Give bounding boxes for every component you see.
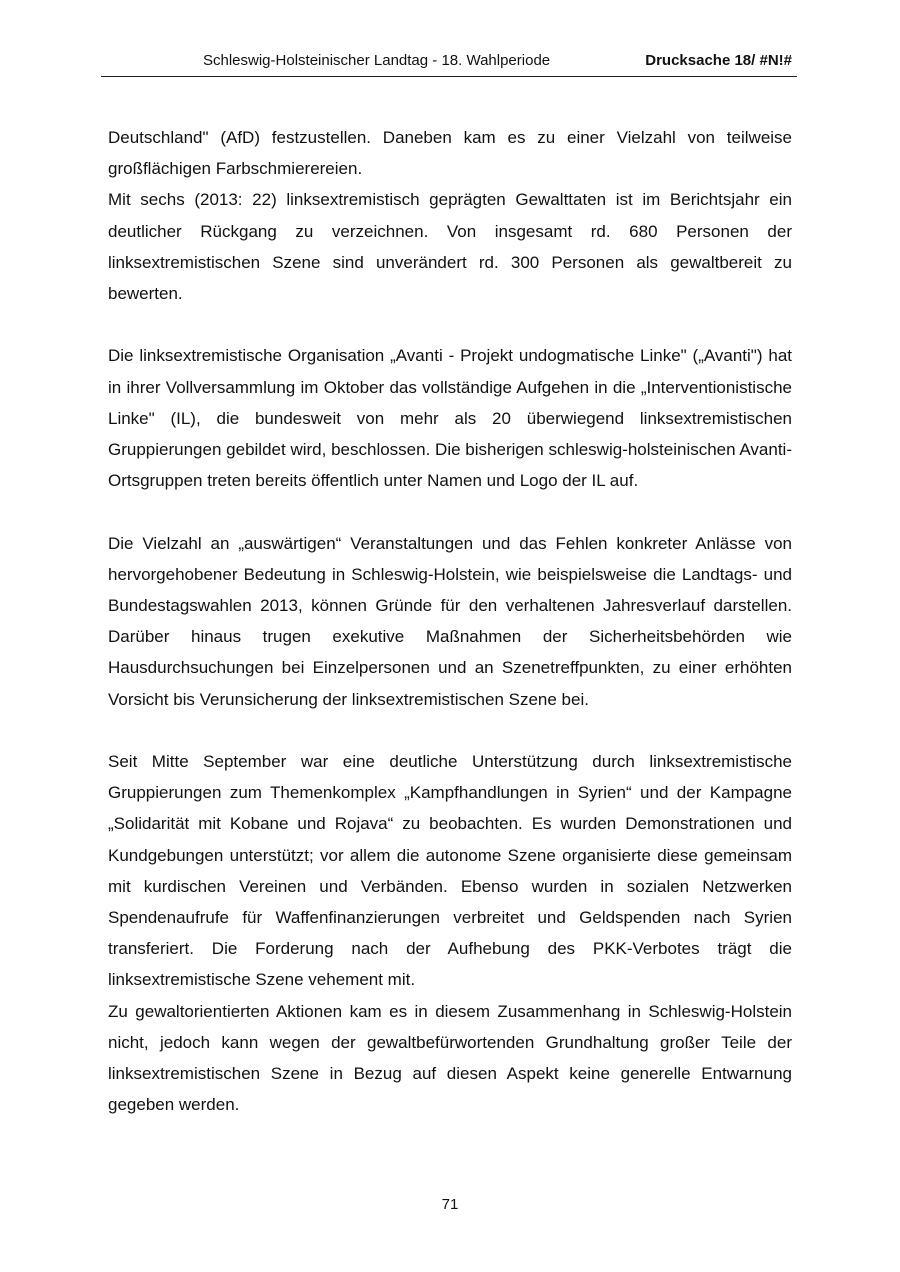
paragraph: Die Vielzahl an „auswärtigen“ Veranstaltungen und das Fehlen konkreter Anlässe von hervorgehobener Bedeutung in Schleswig-Holstein, wie beispielsweise die Landtags- und Bundestagswahlen 2013, können Gründe für den verhaltenen Jahresverlauf darstellen. Darüber hinaus trugen exekutive Maßnahmen der Sicherheitsbehörden wie Hausdurchsuchungen bei Einzelpersonen und an Szenetreffpunkten, zu einer erhöhten Vorsicht bis Verunsicherung der linksextremistischen Szene bei. bbox=[108, 533, 792, 709]
paragraph: Zu gewaltorientierten Aktionen kam es in diesem Zusammenhang in Schleswig-Holstein nicht, jedoch kann wegen der gewaltbefürwortenden Grundhaltung großer Teile der linksextremistischen Szene in Bezug auf diesen Aspekt keine generelle Entwarnung gegeben werden. bbox=[108, 1001, 792, 1115]
body-text bbox=[108, 122, 792, 1120]
header-document-number: Drucksache 18/ #N!# bbox=[645, 52, 792, 69]
paragraph-gap bbox=[108, 715, 792, 746]
paragraph-gap bbox=[108, 496, 792, 527]
header-title: Schleswig-Holsteinischer Landtag - 18. Wahlperiode bbox=[203, 52, 551, 69]
paragraph-gap bbox=[108, 309, 792, 340]
paragraph: Die linksextremistische Organisation „Avanti - Projekt undogmatische Linke" („Avanti") hat in ihrer Vollversammlung im Oktober das vollständige Aufgehen in die „Interventionistische Linke" (IL), die bundesweit von mehr als 20 überwiegend linksextremistischen Gruppierungen gebildet wird, beschlossen. Die bisherigen schleswig-holsteinischen Avanti-Ortsgruppen treten bereits öffentlich unter Namen und Logo der IL auf. bbox=[108, 346, 792, 491]
paragraph: Deutschland" (AfD) festzustellen. Daneben kam es zu einer Vielzahl von teilweise großflächigen Farbschmierereien. bbox=[108, 128, 792, 179]
page-number: 71 bbox=[441, 1196, 459, 1213]
page-header bbox=[101, 50, 797, 77]
paragraph: Seit Mitte September war eine deutliche Unterstützung durch linksextremistische Gruppierungen zum Themenkomplex „Kampfhandlungen in Syrien“ und der Kampagne „Solidarität mit Kobane und Rojava“ zu beobachten. Es wurden Demonstrationen und Kundgebungen unterstützt; vor allem die autonome Szene organisierte diese gemeinsam mit kurdischen Vereinen und Verbänden. Ebenso wurden in sozialen Netzwerken Spendenaufrufe für Waffenfinanzierungen verbreitet und Geldspenden nach Syrien transferiert. Die Forderung nach der Aufhebung des PKK-Verbotes trägt die linksextremistische Szene vehement mit. bbox=[108, 752, 792, 990]
paragraph: Mit sechs (2013: 22) linksextremistisch geprägten Gewalttaten ist im Berichtsjahr ein deutlicher Rückgang zu verzeichnen. Von insgesamt rd. 680 Personen der linksextremistischen Szene sind unverändert rd. 300 Personen als gewaltbereit zu bewerten. bbox=[108, 190, 792, 304]
